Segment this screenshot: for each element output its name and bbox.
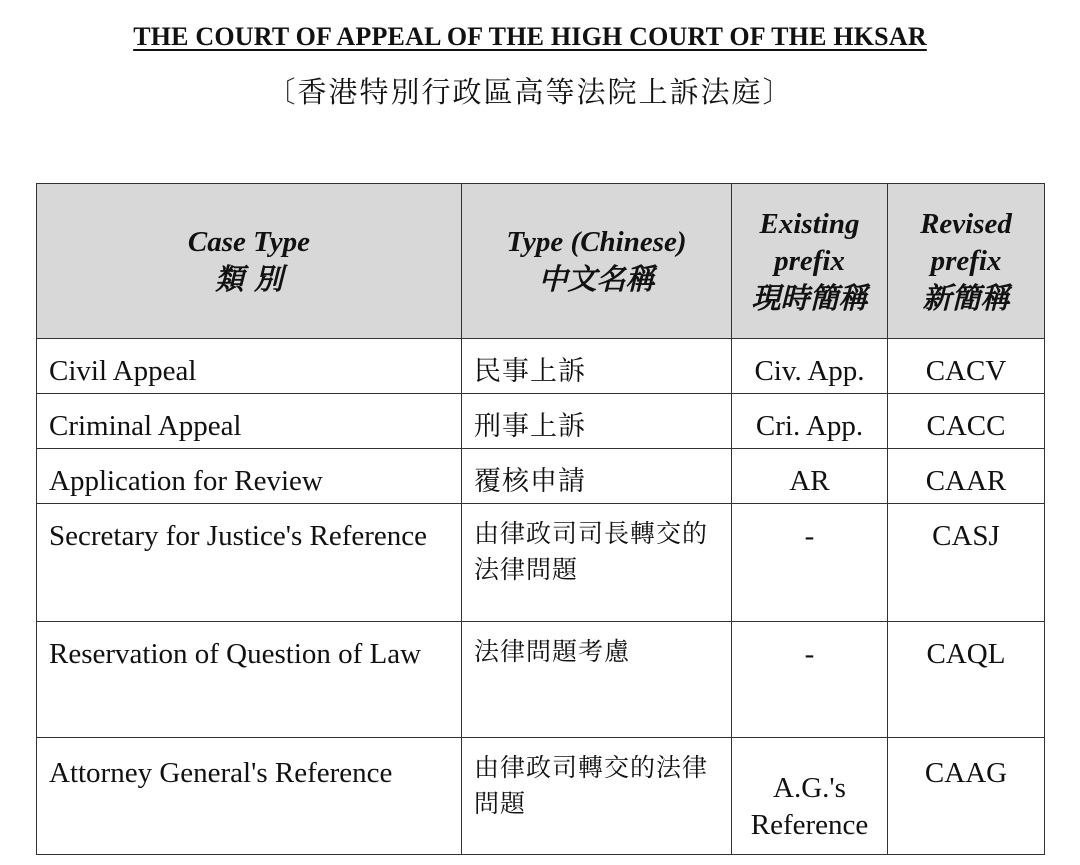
table-row [37, 394, 1045, 449]
cell-existing-prefix: AR [732, 449, 888, 504]
document-subtitle-chinese: 〔香港特別行政區高等法院上訴法庭〕 [266, 75, 794, 109]
cell-type-chinese: 覆核申請 [462, 449, 732, 504]
cell-existing-prefix: Cri. App. [732, 394, 888, 449]
table-header-row [37, 184, 1045, 339]
cell-existing-prefix: A.G.'s Reference [732, 738, 888, 855]
header-type-chinese-en: Type (Chinese) [506, 226, 687, 258]
header-case-type-en: Case Type [187, 226, 311, 258]
table-row [37, 339, 1045, 394]
header-revised-prefix [888, 184, 1045, 339]
cell-case-type: Attorney General's Reference [37, 738, 462, 855]
table-row [37, 622, 1045, 738]
header-type-chinese [462, 184, 732, 339]
cell-existing-prefix: Civ. App. [732, 339, 888, 394]
header-existing-prefix-zh: 現時簡稱 [751, 280, 868, 315]
header-case-type-zh: 類 別 [214, 262, 284, 296]
header-type-chinese-zh: 中文名稱 [538, 262, 655, 296]
cell-type-chinese: 由律政司司長轉交的法律問題 [462, 504, 732, 622]
cell-revised-prefix: CASJ [888, 504, 1045, 622]
cell-type-chinese: 法律問題考慮 [462, 622, 732, 738]
cell-case-type: Application for Review [37, 449, 462, 504]
case-prefix-table [36, 183, 1045, 855]
cell-type-chinese: 由律政司轉交的法律問題 [462, 738, 732, 855]
cell-revised-prefix: CAQL [888, 622, 1045, 738]
cell-type-chinese: 刑事上訴 [462, 394, 732, 449]
cell-revised-prefix: CACC [888, 394, 1045, 449]
header-revised-prefix-en: Revised prefix [920, 207, 1012, 277]
cell-existing-prefix: - [732, 504, 888, 622]
cell-revised-prefix: CAAG [888, 738, 1045, 855]
header-case-type [37, 184, 462, 339]
document-title: THE COURT OF APPEAL OF THE HIGH COURT OF THE HKSAR [133, 22, 927, 51]
cell-case-type: Criminal Appeal [37, 394, 462, 449]
table-row [37, 504, 1045, 622]
header-revised-prefix-zh: 新簡稱 [922, 280, 1010, 315]
header-existing-prefix [732, 184, 888, 339]
cell-revised-prefix: CAAR [888, 449, 1045, 504]
cell-existing-prefix: - [732, 622, 888, 738]
table-row [37, 738, 1045, 855]
cell-revised-prefix: CACV [888, 339, 1045, 394]
cell-case-type: Reservation of Question of Law [37, 622, 462, 738]
cell-case-type: Civil Appeal [37, 339, 462, 394]
cell-type-chinese: 民事上訴 [462, 339, 732, 394]
header-existing-prefix-en: Existing prefix [759, 207, 860, 277]
cell-case-type: Secretary for Justice's Reference [37, 504, 462, 622]
table-row [37, 449, 1045, 504]
